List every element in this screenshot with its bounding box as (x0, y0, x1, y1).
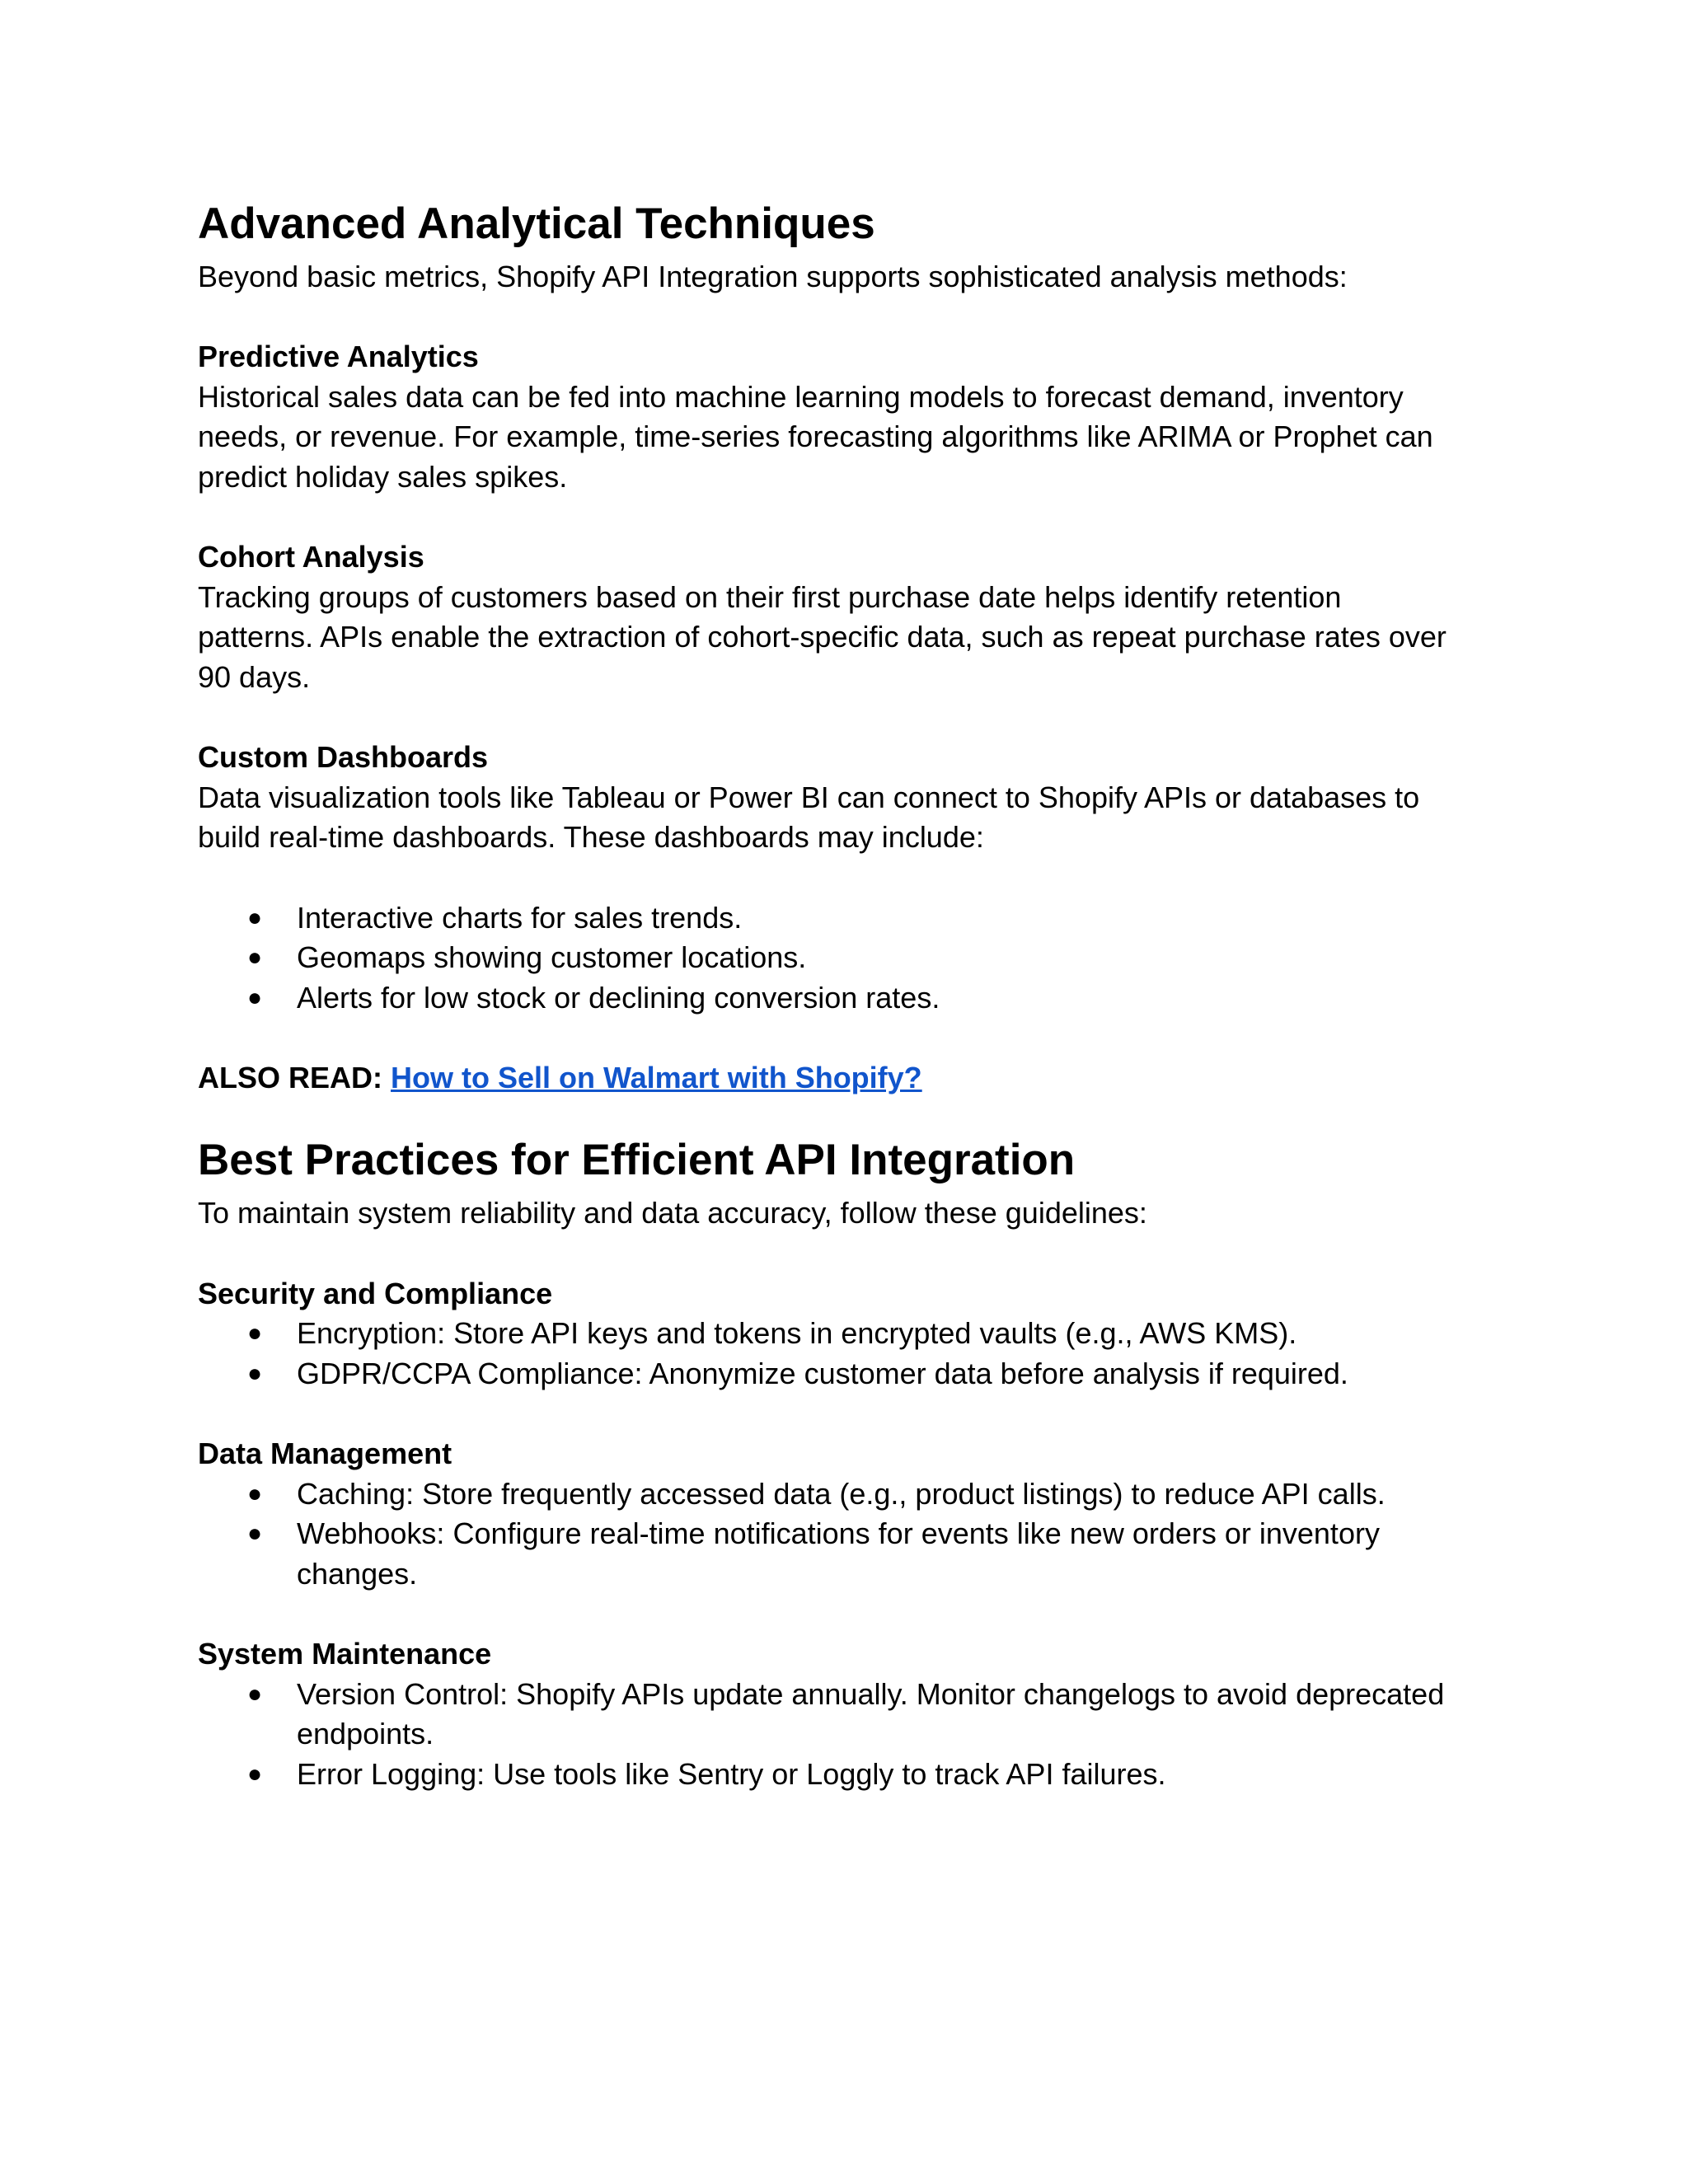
bullet-icon: ● (247, 1319, 263, 1347)
list-item: ● Alerts for low stock or declining conversion rates. (198, 978, 1492, 1019)
also-read-label: ALSO READ: (198, 1060, 382, 1094)
cohort-line-1: Tracking groups of customers based on their first purchase date helps identify retention (198, 579, 1342, 614)
cohort-line-2: patterns. APIs enable the extraction of cohort-specific data, such as repeat purchase rates over (198, 620, 1447, 654)
bullet-icon: ● (247, 903, 263, 931)
heading-data-management: Data Management (198, 1436, 452, 1471)
also-read-link[interactable]: How to Sell on Walmart with Shopify? (391, 1060, 922, 1094)
bullet-icon: ● (247, 944, 263, 972)
heading-system-maintenance: System Maintenance (198, 1637, 492, 1671)
dashboards-line-2: build real-time dashboards. These dashboards may include: (198, 820, 984, 855)
dashboards-list (198, 898, 1492, 1019)
also-read (198, 1058, 1492, 1099)
document-page (198, 191, 1492, 1794)
bullet-icon: ● (247, 1479, 263, 1507)
heading-custom-dashboards: Custom Dashboards (198, 740, 489, 775)
list-item-continuation: changes. (297, 1556, 418, 1591)
cohort-line-3: 90 days. (198, 659, 311, 694)
list-item-continuation: endpoints. (297, 1717, 434, 1751)
predictive-line-3: predict holiday sales spikes. (198, 459, 568, 494)
list-item: ● GDPR/CCPA Compliance: Anonymize customer data before analysis if required. (198, 1354, 1492, 1394)
maintenance-list (198, 1675, 1492, 1795)
list-item: ● Geomaps showing customer locations. (198, 938, 1492, 978)
bullet-icon: ● (247, 1760, 263, 1788)
section-title-advanced-analytics: Advanced Analytical Techniques (198, 199, 875, 248)
intro-paragraph-2: To maintain system reliability and data accuracy, follow these guidelines: (198, 1196, 1147, 1230)
heading-cohort-analysis: Cohort Analysis (198, 540, 424, 574)
predictive-line-2: needs, or revenue. For example, time-series forecasting algorithms like ARIMA or Prophet can (198, 419, 1433, 454)
list-item: ● Caching: Store frequently accessed data (e.g., product listings) to reduce API calls. (198, 1474, 1492, 1515)
section-title-best-practices: Best Practices for Efficient API Integration (198, 1136, 1076, 1185)
bullet-icon: ● (247, 1680, 263, 1708)
list-item: ● Interactive charts for sales trends. (198, 898, 1492, 939)
bullet-icon: ● (247, 1520, 263, 1548)
heading-predictive-analytics: Predictive Analytics (198, 340, 479, 374)
data-management-list (198, 1474, 1492, 1595)
list-item: ● Version Control: Shopify APIs update annually. Monitor changelogs to avoid deprecated (198, 1675, 1492, 1715)
security-list (198, 1314, 1492, 1394)
bullet-icon: ● (247, 1359, 263, 1387)
list-item: ● Error Logging: Use tools like Sentry or Loggly to track API failures. (198, 1755, 1492, 1795)
list-item: ● Webhooks: Configure real-time notifications for events like new orders or inventory (198, 1514, 1492, 1554)
list-item: ● Encryption: Store API keys and tokens in encrypted vaults (e.g., AWS KMS). (198, 1314, 1492, 1354)
bullet-icon: ● (247, 983, 263, 1011)
intro-paragraph: Beyond basic metrics, Shopify API Integration supports sophisticated analysis methods: (198, 260, 1348, 293)
heading-security-compliance: Security and Compliance (198, 1276, 553, 1310)
dashboards-line-1: Data visualization tools like Tableau or Power BI can connect to Shopify APIs or databases to (198, 780, 1420, 814)
predictive-line-1: Historical sales data can be fed into machine learning models to forecast demand, inventory (198, 379, 1404, 414)
